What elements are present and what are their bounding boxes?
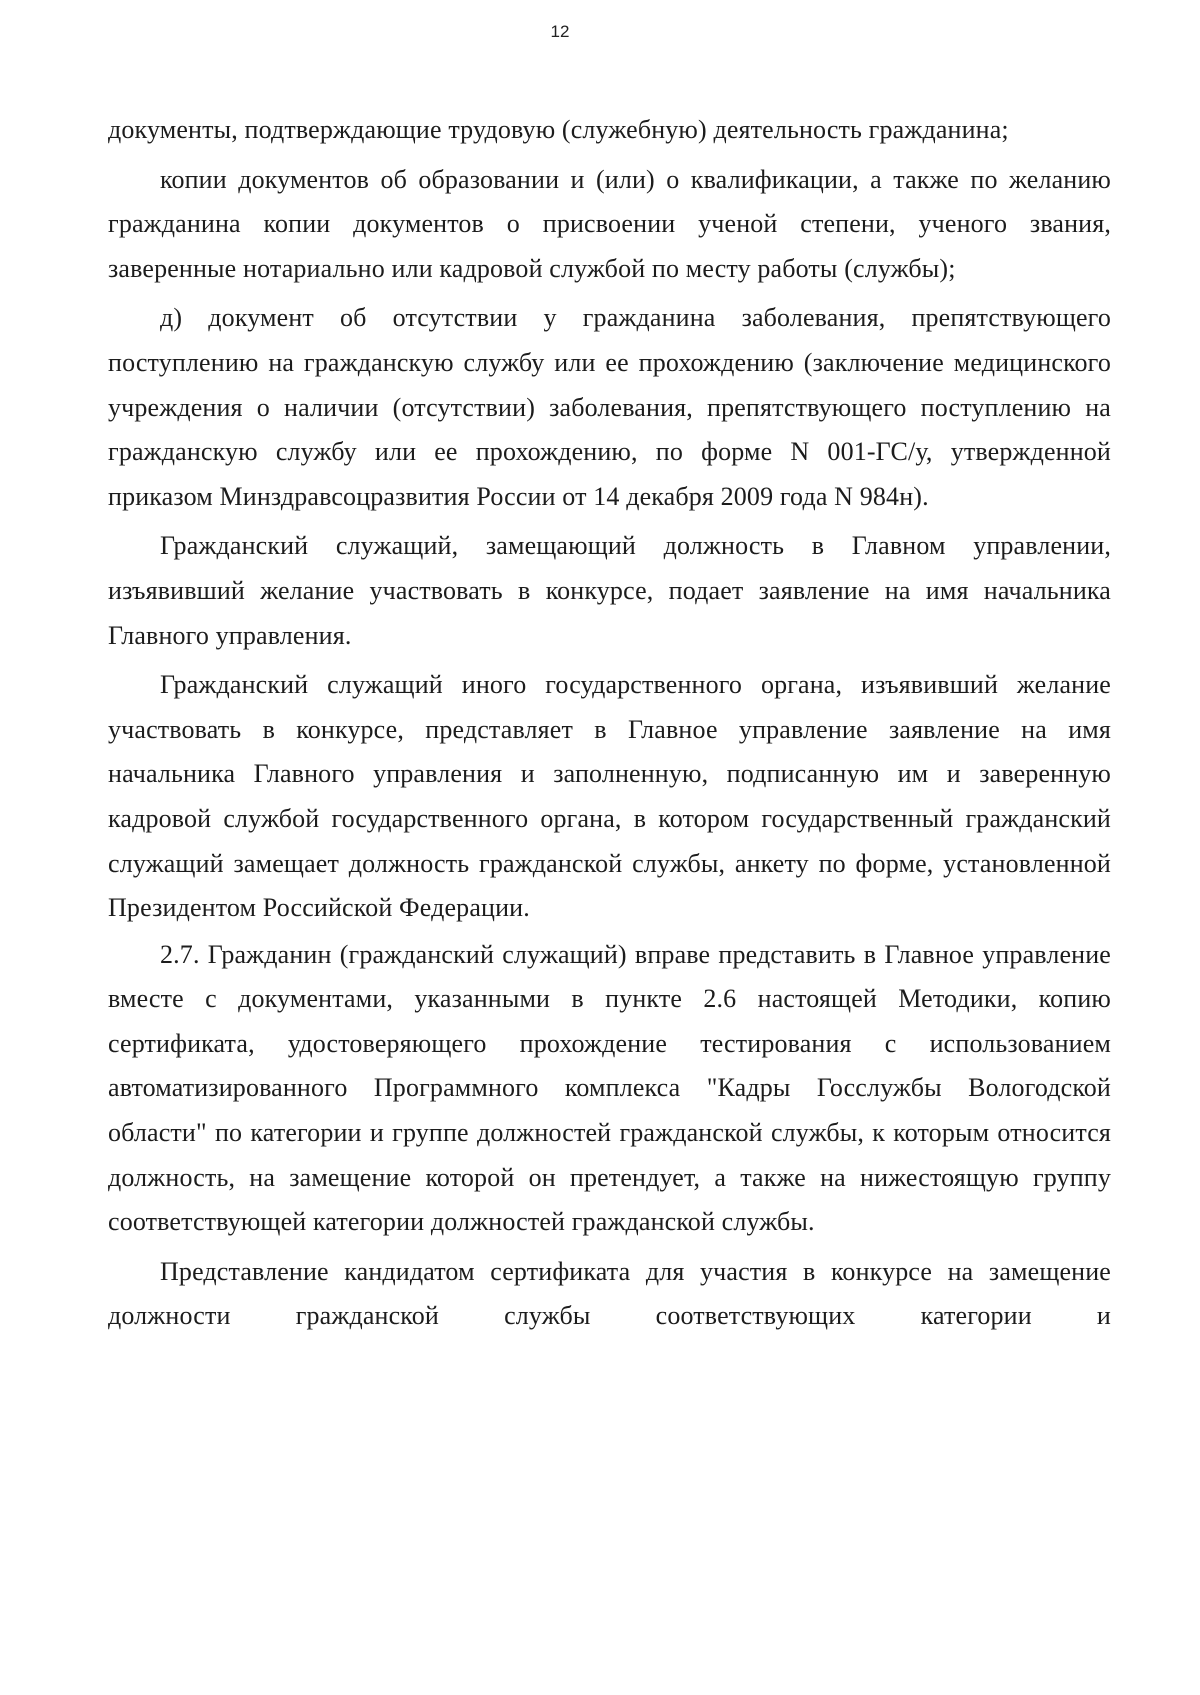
page-number: 12 <box>550 22 570 41</box>
document-body <box>108 108 1111 1339</box>
paragraph-medical-certificate: д) документ об отсутствии у гражданина заболевания, препятствующего поступлению на гражданскую службу или ее прохождению (заключение медицинского учреждения о наличии (отсутствии) заболевания, препятствующего поступлению на гражданскую службу или ее прохождению, по форме N 001-ГС/у, утвержденной приказом Минздравсоцразвития России от 14 декабря 2009 года N 984н). <box>108 303 1111 511</box>
paragraph-external-employee-application: Гражданский служащий иного государственного органа, изъявивший желание участвовать в конкурсе, представляет в Главное управление заявление на имя начальника Главного управления и заполненную, подписанную им и заверенную кадровой службой государственного органа, в котором государственный гражданский служащий замещает должность гражданской службы, анкету по форме, установленной Президентом Российской Федерации. <box>108 670 1111 923</box>
paragraph-internal-employee-application: Гражданский служащий, замещающий должность в Главном управлении, изъявивший желание участвовать в конкурсе, подает заявление на имя начальника Главного управления. <box>108 531 1111 650</box>
paragraph-documents-employment: документы, подтверждающие трудовую (служебную) деятельность гражданина; <box>108 115 1009 144</box>
paragraph-education-copies: копии документов об образовании и (или) о квалификации, а также по желанию гражданина копии документов о присвоении ученой степени, ученого звания, заверенные нотариально или кадровой службой по месту работы (службы); <box>108 164 1111 283</box>
paragraph-certificate-submission: Представление кандидатом сертификата для участия в конкурсе на замещение должности гражданской службы соответствующих категории и <box>108 1256 1111 1331</box>
paragraph-section-2-7-certificate: 2.7. Гражданин (гражданский служащий) вправе представить в Главное управление вместе с документами, указанными в пункте 2.6 настоящей Методики, копию сертификата, удостоверяющего прохождение тестирования с использованием автоматизированного Программного комплекса "Кадры Госслужбы Вологодской области" по категории и группе должностей гражданской службы, к которым относится должность, на замещение которой он претендует, а также на нижестоящую группу соответствующей категории должностей гражданской службы. <box>108 939 1111 1237</box>
